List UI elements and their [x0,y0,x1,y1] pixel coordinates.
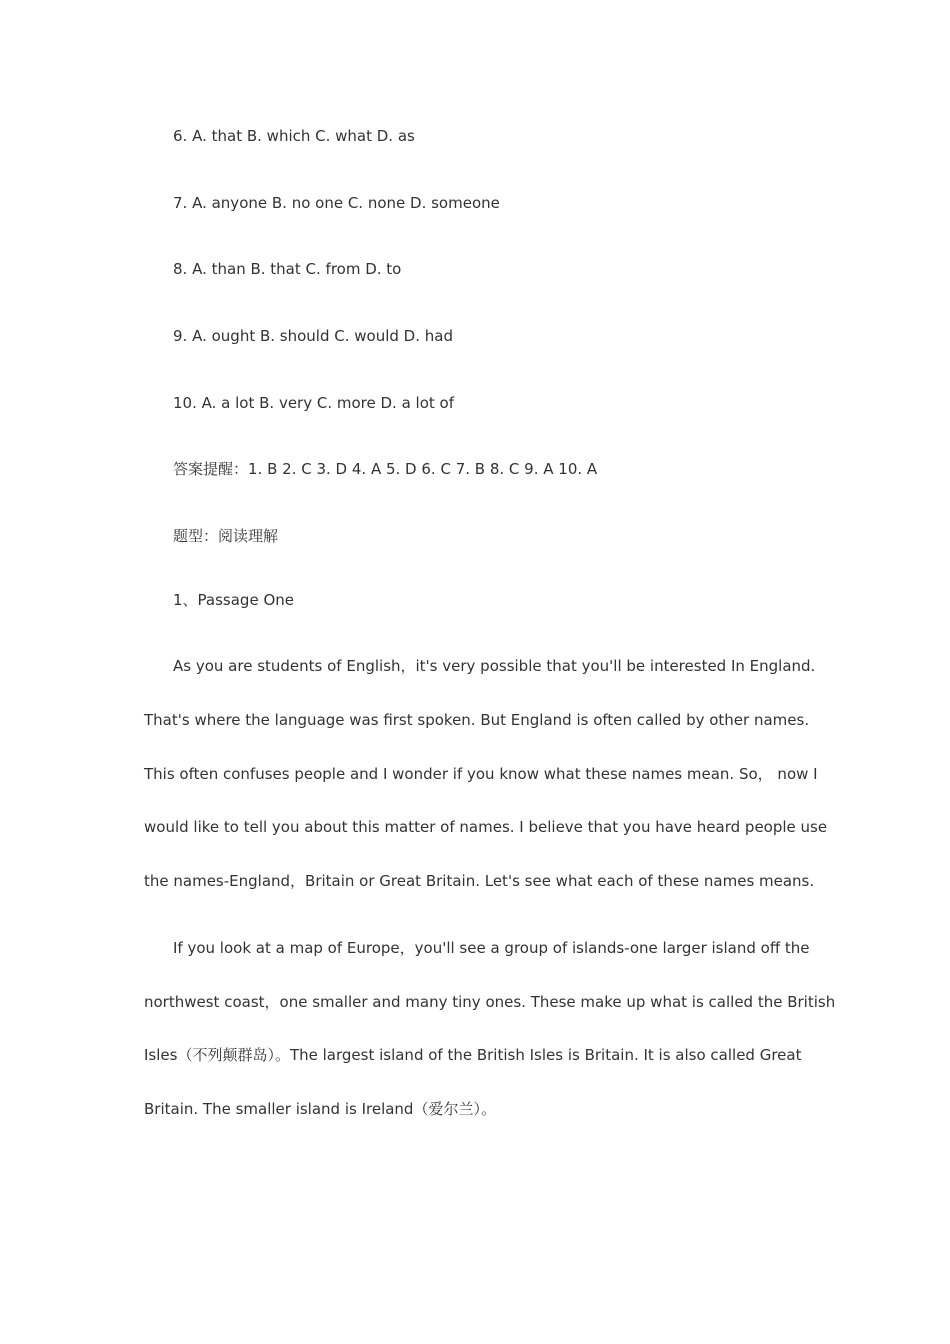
passage-line: would like to tell you about this matter of names. I believe that you have heard people use [144,818,828,836]
question-6: 6. A. that B. which C. what D. as [173,127,415,145]
question-9: 9. A. ought B. should C. would D. had [173,327,453,345]
answer-value: 1. B 2. C 3. D 4. A 5. D 6. C 7. B 8. C 9. A 10. A [248,460,598,478]
question-10: 10. A. a lot B. very C. more D. a lot of [173,394,454,412]
answer-key [173,459,597,479]
passage-line: This often confuses people and I wonder if you know what these names mean. So， now I [144,765,818,783]
passage-line: the names-England，Britain or Great Britain. Let's see what each of these names means. [144,872,815,890]
passage-line: If you look at a map of Europe，you'll see a group of islands-one larger island off the [173,939,810,957]
question-8: 8. A. than B. that C. from D. to [173,260,402,278]
passage-line: Britain. The smaller island is Ireland（爱尔兰）。 [144,1100,496,1118]
passage-line: That's where the language was first spoken. But England is often called by other names. [144,711,810,729]
passage-line: Isles（不列颠群岛）。The largest island of the British Isles is Britain. It is also called Great [144,1046,802,1064]
passage-line: As you are students of English，it's very possible that you'll be interested In England. [173,657,816,675]
passage-title: 1、Passage One [173,591,294,609]
passage-line: northwest coast，one smaller and many tiny ones. These make up what is called the British [144,993,836,1011]
answer-label: 答案提醒： [173,460,249,478]
question-type: 题型：阅读理解 [173,527,279,545]
question-7: 7. A. anyone B. no one C. none D. someone [173,194,500,212]
